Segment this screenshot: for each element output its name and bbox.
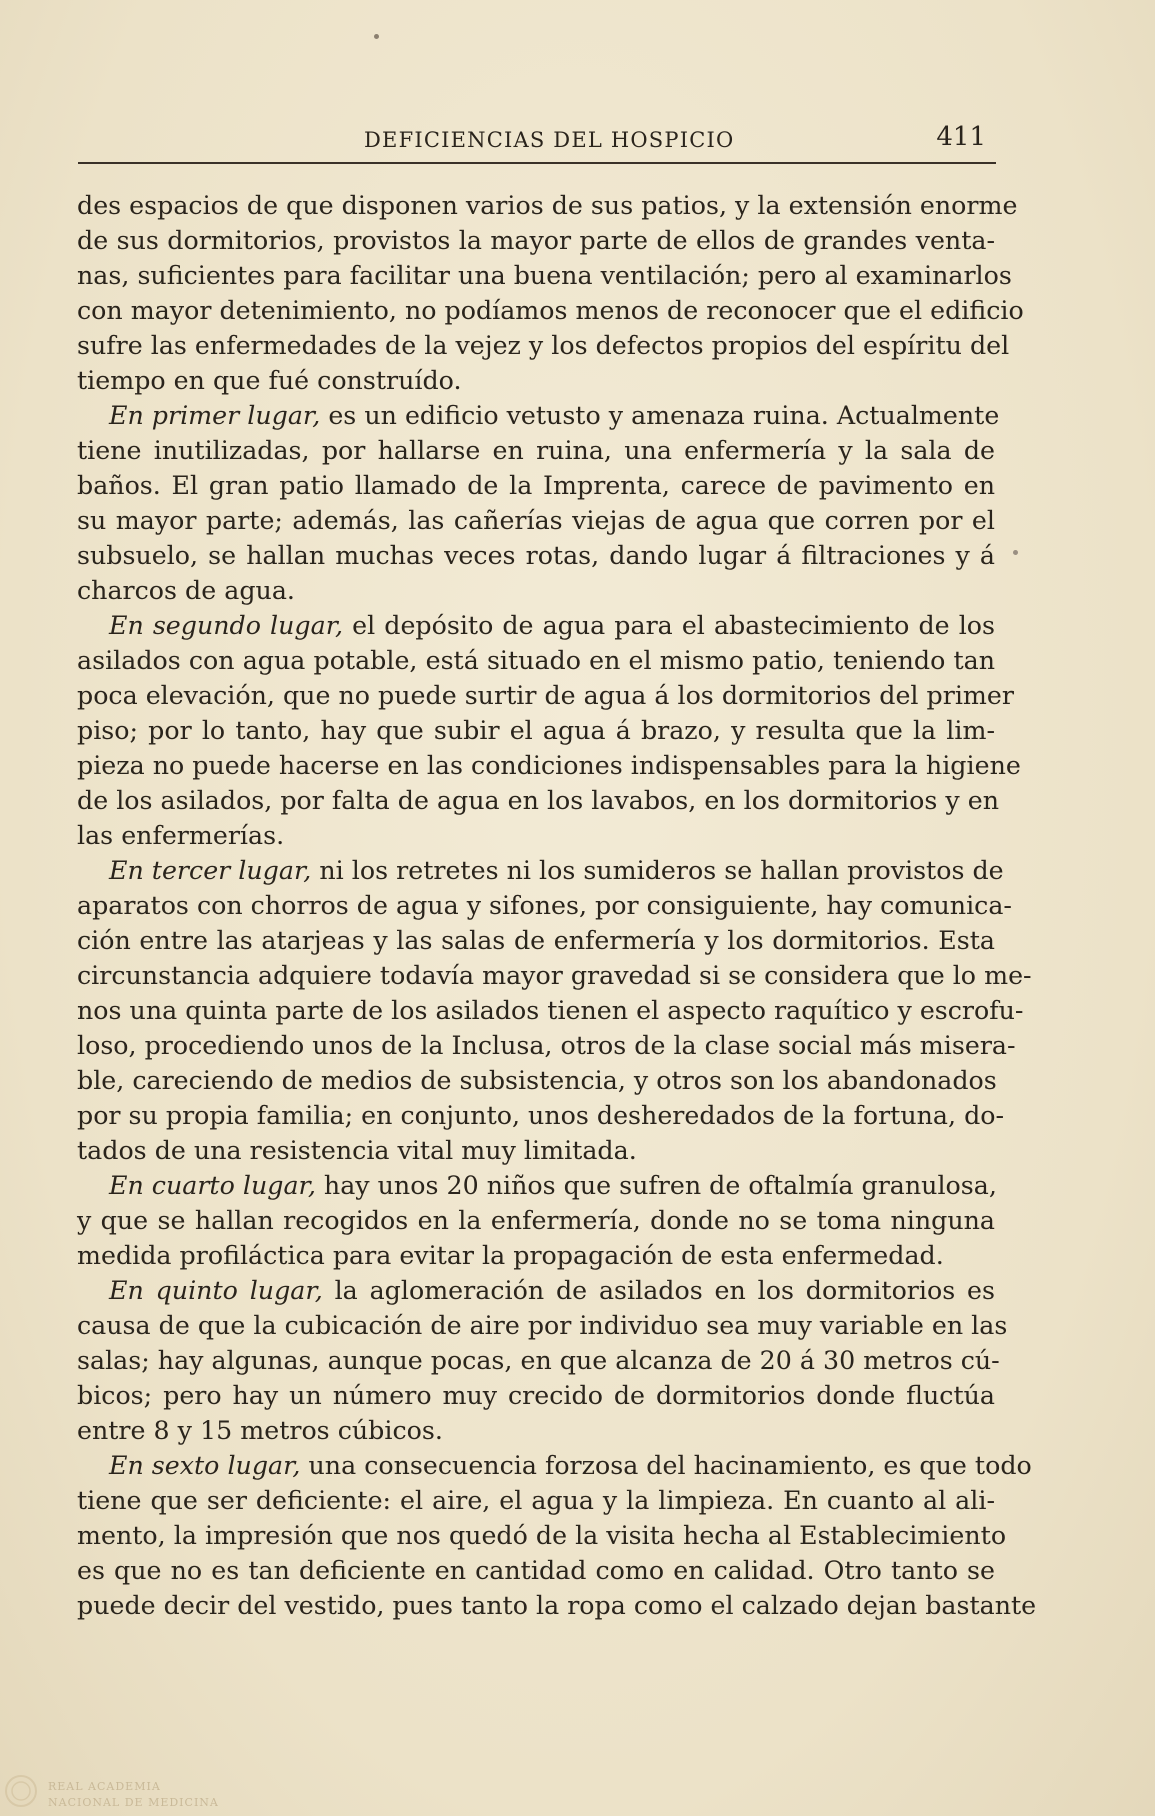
line-text: piso; por lo tanto, hay que subir el agua á brazo, y resulta que la lim- — [77, 716, 995, 745]
line-text: poca elevación, que no puede surtir de agua á los dormitorios del primer — [77, 681, 1014, 710]
text-line — [77, 853, 1004, 888]
margin-speck — [1013, 550, 1018, 555]
line-text: el depósito de agua para el abastecimiento de los — [343, 611, 996, 640]
line-text: puede decir del vestido, pues tanto la ropa como el calzado dejan bastante — [77, 1591, 1037, 1620]
line-text: mento, la impresión que nos quedó de la visita hecha al Establecimiento — [77, 1521, 1007, 1550]
line-text: medida profiláctica para evitar la propagación de esta enfermedad. — [77, 1241, 944, 1270]
line-text: su mayor parte; además, las cañerías viejas de agua que corren por el — [77, 506, 995, 535]
text-line — [77, 888, 1012, 923]
text-line — [77, 503, 995, 538]
line-text: es un edificio vetusto y amenaza ruina. Actualmente — [320, 401, 1000, 430]
text-line — [77, 573, 995, 608]
line-text: con mayor detenimiento, no podíamos menos de reconocer que el edificio — [77, 296, 1024, 325]
text-line — [77, 1063, 995, 1098]
running-header — [78, 122, 996, 162]
text-line — [77, 1308, 1008, 1343]
line-emphasis: En sexto lugar, — [109, 1451, 301, 1480]
line-text: tiene que ser deficiente: el aire, el agua y la limpieza. En cuanto al ali- — [77, 1486, 995, 1515]
text-line — [77, 1238, 995, 1273]
text-line — [77, 958, 1032, 993]
line-text: de sus dormitorios, provistos la mayor parte de ellos de grandes venta- — [77, 226, 995, 255]
line-text: tiempo en que fué construído. — [77, 366, 462, 395]
text-line — [77, 538, 995, 573]
line-emphasis: En cuarto lugar, — [109, 1171, 316, 1200]
text-line — [77, 1133, 995, 1168]
text-line — [77, 1168, 995, 1203]
text-line — [77, 1553, 995, 1588]
line-text: causa de que la cubicación de aire por individuo sea muy variable en las — [77, 1311, 1008, 1340]
text-line — [77, 293, 1024, 328]
line-text: loso, procediendo unos de la Inclusa, otros de la clase social más misera- — [77, 1031, 1016, 1060]
text-line — [77, 783, 999, 818]
line-text: baños. El gran patio llamado de la Imprenta, carece de pavimento en — [77, 471, 995, 500]
line-text: nos una quinta parte de los asilados tienen el aspecto raquítico y escrofu- — [77, 996, 1024, 1025]
header-rule — [78, 162, 996, 164]
line-text: ble, careciendo de medios de subsistencia, y otros son los abandonados — [77, 1066, 997, 1095]
text-line — [77, 1588, 1037, 1623]
line-text: circunstancia adquiere todavía mayor gravedad si se considera que lo me- — [77, 961, 1032, 990]
line-emphasis: En tercer lugar, — [109, 856, 312, 885]
line-text: ción entre las atarjeas y las salas de enfermería y los dormitorios. Esta — [77, 926, 995, 955]
text-line — [77, 328, 1010, 363]
text-line — [77, 713, 995, 748]
line-emphasis: En primer lugar, — [109, 401, 321, 430]
seal-icon — [4, 1774, 38, 1808]
line-text: bicos; pero hay un número muy crecido de dormitorios donde fluctúa — [77, 1381, 995, 1410]
line-text: tiene inutilizadas, por hallarse en ruina, una enfermería y la sala de — [77, 436, 995, 465]
line-text: de los asilados, por falta de agua en los lavabos, en los dormitorios y en — [77, 786, 999, 815]
line-text: hay unos 20 niños que sufren de oftalmía granulosa, — [315, 1171, 997, 1200]
line-text: pieza no puede hacerse en las condiciones indispensables para la higiene — [77, 751, 1021, 780]
stamp-line-1: REAL ACADEMIA — [48, 1780, 161, 1793]
line-text: es que no es tan deficiente en cantidad como en calidad. Otro tanto se — [77, 1556, 995, 1585]
text-line — [77, 993, 1024, 1028]
text-line — [77, 1518, 1007, 1553]
line-text: las enfermerías. — [77, 821, 285, 850]
page-number: 411 — [936, 122, 986, 152]
text-line — [77, 1448, 1032, 1483]
line-text: sufre las enfermedades de la vejez y los defectos propios del espíritu del — [77, 331, 1010, 360]
header-title: DEFICIENCIAS DEL HOSPICIO — [364, 128, 735, 152]
text-line — [77, 468, 995, 503]
text-line — [77, 258, 1012, 293]
line-text: tados de una resistencia vital muy limitada. — [77, 1136, 637, 1165]
text-line — [77, 608, 995, 643]
text-line — [77, 1028, 1016, 1063]
line-text: des espacios de que disponen varios de sus patios, y la extensión enorme — [77, 191, 1018, 220]
text-line — [77, 818, 995, 853]
text-line — [77, 678, 1014, 713]
text-line — [77, 1203, 995, 1238]
text-line — [77, 923, 995, 958]
text-line — [77, 1483, 995, 1518]
body-text — [77, 188, 1037, 1623]
line-text: nas, suficientes para facilitar una buena ventilación; pero al examinarlos — [77, 261, 1012, 290]
line-text: y que se hallan recogidos en la enfermería, donde no se toma ninguna — [77, 1206, 995, 1235]
ink-speck — [374, 34, 379, 39]
line-emphasis: En quinto lugar, — [109, 1276, 323, 1305]
text-line — [77, 1098, 1005, 1133]
line-text: una consecuencia forzosa del hacinamiento, es que todo — [300, 1451, 1032, 1480]
text-line — [77, 223, 995, 258]
text-line — [77, 188, 1018, 223]
line-text: salas; hay algunas, aunque pocas, en que alcanza de 20 á 30 metros cú- — [77, 1346, 1000, 1375]
text-line — [77, 1273, 995, 1308]
line-text: la aglomeración de asilados en los dormitorios es — [322, 1276, 995, 1305]
line-text: ni los retretes ni los sumideros se hallan provistos de — [311, 856, 1004, 885]
text-line — [77, 363, 995, 398]
stamp-line-2: NACIONAL DE MEDICINA — [48, 1796, 219, 1809]
text-line — [77, 748, 1021, 783]
text-line — [77, 1413, 995, 1448]
text-line — [77, 643, 995, 678]
text-line — [77, 1343, 1000, 1378]
text-line — [77, 433, 995, 468]
line-text: asilados con agua potable, está situado en el mismo patio, teniendo tan — [77, 646, 995, 675]
library-stamp — [4, 1774, 219, 1814]
text-line — [77, 398, 1000, 433]
line-text: charcos de agua. — [77, 576, 295, 605]
line-text: subsuelo, se hallan muchas veces rotas, dando lugar á filtraciones y á — [77, 541, 995, 570]
line-text: entre 8 y 15 metros cúbicos. — [77, 1416, 443, 1445]
line-text: por su propia familia; en conjunto, unos desheredados de la fortuna, do- — [77, 1101, 1005, 1130]
text-line — [77, 1378, 995, 1413]
line-emphasis: En segundo lugar, — [109, 611, 344, 640]
line-text: aparatos con chorros de agua y sifones, por consiguiente, hay comunica- — [77, 891, 1012, 920]
